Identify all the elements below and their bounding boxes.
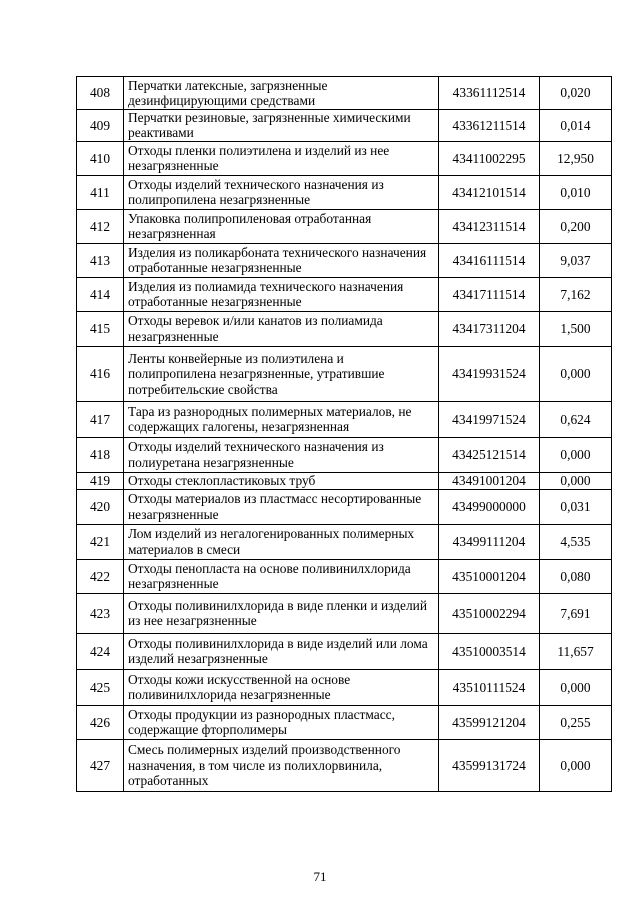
table-row [77, 77, 612, 110]
waste-name: Тара из разнородных полимерных материалов, не содержащих галогены, незагрязненная [124, 401, 439, 437]
waste-amount: 0,000 [540, 346, 612, 401]
table-row [77, 311, 612, 346]
waste-name: Смесь полимерных изделий производственного назначения, в том числе из полихлорвинила, отработанных [124, 739, 439, 791]
waste-code: 43412101514 [439, 175, 540, 209]
table-row [77, 110, 612, 142]
row-number: 413 [77, 243, 124, 277]
waste-name: Отходы веревок и/или канатов из полиамида незагрязненные [124, 311, 439, 346]
waste-amount: 0,000 [540, 669, 612, 705]
waste-amount: 7,691 [540, 593, 612, 633]
table-row [77, 739, 612, 791]
waste-name: Отходы пенопласта на основе поливинилхлорида незагрязненные [124, 559, 439, 593]
waste-name: Перчатки латексные, загрязненные дезинфицирующими средствами [124, 77, 439, 110]
waste-amount: 0,014 [540, 110, 612, 142]
waste-name: Отходы кожи искусственной на основе поливинилхлорида незагрязненные [124, 669, 439, 705]
row-number: 410 [77, 141, 124, 175]
waste-name: Отходы поливинилхлорида в виде изделий или лома изделий незагрязненные [124, 633, 439, 669]
waste-name: Изделия из поликарбоната технического назначения отработанные незагрязненные [124, 243, 439, 277]
row-number: 414 [77, 277, 124, 311]
waste-name: Отходы пленки полиэтилена и изделий из нее незагрязненные [124, 141, 439, 175]
table-row [77, 593, 612, 633]
row-number: 420 [77, 489, 124, 524]
waste-name: Отходы поливинилхлорида в виде пленки и изделий из нее незагрязненные [124, 593, 439, 633]
waste-name: Перчатки резиновые, загрязненные химическими реактивами [124, 110, 439, 142]
row-number: 418 [77, 437, 124, 472]
row-number: 415 [77, 311, 124, 346]
waste-code: 43510003514 [439, 633, 540, 669]
waste-name: Ленты конвейерные из полиэтилена и полипропилена незагрязненные, утратившие потребительские свойства [124, 346, 439, 401]
waste-table-body [77, 77, 612, 792]
waste-amount: 0,020 [540, 77, 612, 110]
waste-amount: 12,950 [540, 141, 612, 175]
table-row [77, 489, 612, 524]
row-number: 421 [77, 524, 124, 559]
table-row [77, 346, 612, 401]
waste-code: 43361112514 [439, 77, 540, 110]
table-row [77, 141, 612, 175]
row-number: 423 [77, 593, 124, 633]
row-number: 419 [77, 472, 124, 489]
waste-code: 43411002295 [439, 141, 540, 175]
row-number: 422 [77, 559, 124, 593]
waste-code: 43417311204 [439, 311, 540, 346]
waste-amount: 0,200 [540, 209, 612, 243]
waste-code: 43425121514 [439, 437, 540, 472]
waste-table [76, 76, 612, 792]
waste-name: Отходы изделий технического назначения из полиуретана незагрязненные [124, 437, 439, 472]
waste-amount: 7,162 [540, 277, 612, 311]
waste-amount: 9,037 [540, 243, 612, 277]
waste-name: Отходы продукции из разнородных пластмасс, содержащие фторполимеры [124, 705, 439, 739]
waste-amount: 0,000 [540, 739, 612, 791]
row-number: 411 [77, 175, 124, 209]
row-number: 426 [77, 705, 124, 739]
waste-amount: 0,080 [540, 559, 612, 593]
waste-name: Лом изделий из негалогенированных полимерных материалов в смеси [124, 524, 439, 559]
waste-amount: 1,500 [540, 311, 612, 346]
row-number: 412 [77, 209, 124, 243]
waste-code: 43419971524 [439, 401, 540, 437]
table-row [77, 524, 612, 559]
waste-amount: 0,000 [540, 472, 612, 489]
waste-amount: 4,535 [540, 524, 612, 559]
waste-name: Отходы стеклопластиковых труб [124, 472, 439, 489]
table-row [77, 559, 612, 593]
waste-code: 43599121204 [439, 705, 540, 739]
table-row [77, 437, 612, 472]
waste-name: Отходы материалов из пластмасс несортированные незагрязненные [124, 489, 439, 524]
waste-amount: 0,010 [540, 175, 612, 209]
table-row [77, 401, 612, 437]
waste-code: 43499111204 [439, 524, 540, 559]
waste-code: 43510111524 [439, 669, 540, 705]
table-row [77, 705, 612, 739]
waste-amount: 0,000 [540, 437, 612, 472]
waste-code: 43599131724 [439, 739, 540, 791]
table-row [77, 277, 612, 311]
waste-code: 43499000000 [439, 489, 540, 524]
row-number: 408 [77, 77, 124, 110]
waste-code: 43491001204 [439, 472, 540, 489]
waste-code: 43417111514 [439, 277, 540, 311]
row-number: 424 [77, 633, 124, 669]
table-row [77, 472, 612, 489]
row-number: 427 [77, 739, 124, 791]
waste-code: 43412311514 [439, 209, 540, 243]
table-row [77, 669, 612, 705]
waste-code: 43416111514 [439, 243, 540, 277]
waste-amount: 0,255 [540, 705, 612, 739]
row-number: 425 [77, 669, 124, 705]
row-number: 417 [77, 401, 124, 437]
table-row [77, 633, 612, 669]
table-row [77, 243, 612, 277]
waste-code: 43510001204 [439, 559, 540, 593]
waste-name: Изделия из полиамида технического назначения отработанные незагрязненные [124, 277, 439, 311]
row-number: 409 [77, 110, 124, 142]
waste-code: 43419931524 [439, 346, 540, 401]
table-row [77, 175, 612, 209]
waste-amount: 0,624 [540, 401, 612, 437]
waste-name: Упаковка полипропиленовая отработанная незагрязненная [124, 209, 439, 243]
waste-amount: 11,657 [540, 633, 612, 669]
waste-code: 43361211514 [439, 110, 540, 142]
page-number: 71 [313, 869, 327, 884]
row-number: 416 [77, 346, 124, 401]
table-row [77, 209, 612, 243]
waste-code: 43510002294 [439, 593, 540, 633]
waste-name: Отходы изделий технического назначения из полипропилена незагрязненные [124, 175, 439, 209]
waste-amount: 0,031 [540, 489, 612, 524]
